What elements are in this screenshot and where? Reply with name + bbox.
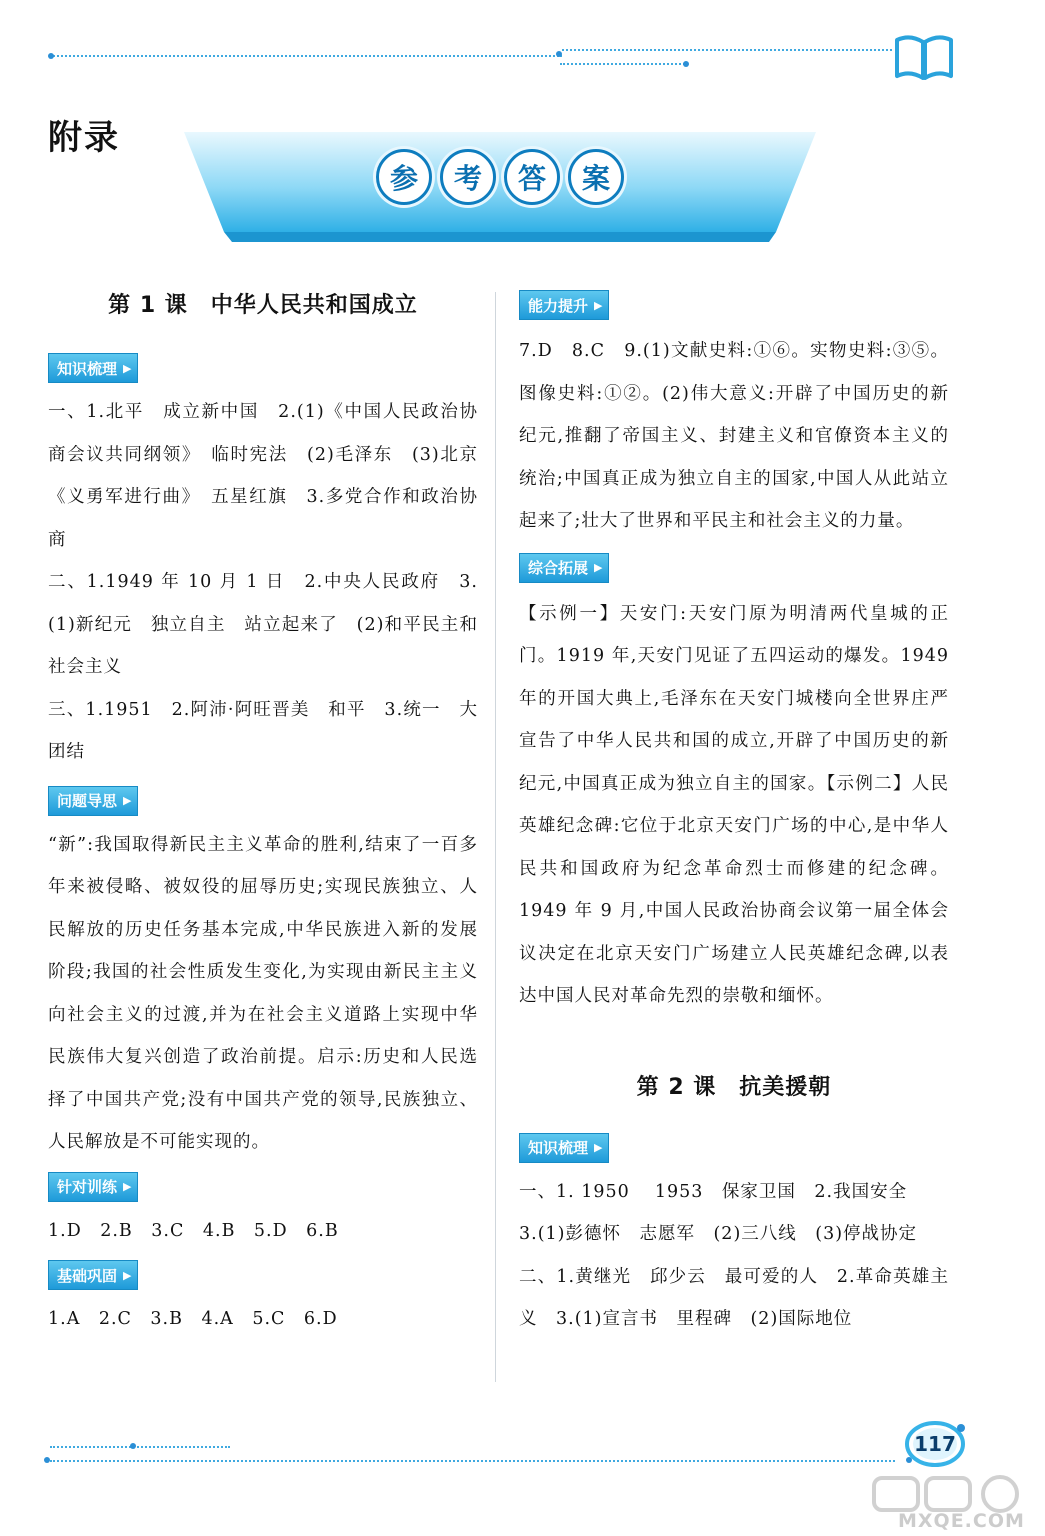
section-tag-label: 综合拓展 <box>528 559 589 577</box>
answer-text: 1.D 2.B 3.C 4.B 5.D 6.B <box>48 1220 339 1241</box>
triangle-right-icon: ▶ <box>594 561 603 574</box>
dot-icon <box>48 53 54 59</box>
appendix-label: 附录 <box>48 118 120 158</box>
answer-text: 【示例一】天安门:天安门原为明清两代皇城的正门。1919 年,天安门见证了五四运动的爆发。1949 年的开国大典上,毛泽东在天安门城楼向全世界庄严宣告了中华人民共和国的成立,开辟了中国历史的新纪元,中国真正成为独立自主的国家。【示例二】人民英雄纪念碑:它位于北京天安门广场的中心,是中华人民共和国政府为纪念革命烈士而修建的纪念碑。1949 年 9 月,中国人民政治协商会议第一届全体会议决定在北京天安门广场建立人民英雄纪念碑,以表达中国人民对革命先烈的崇敬和缅怀。 <box>519 603 949 1006</box>
triangle-right-icon: ▶ <box>123 794 132 807</box>
watermark <box>868 1474 1038 1532</box>
answer-text: 3.(1)彭德怀 志愿军 (2)三八线 (3)停战协定 <box>519 1224 918 1244</box>
banner-char: 答 <box>504 149 560 205</box>
top-dotted-line <box>50 55 562 57</box>
answer-text: 二、1.黄继光 邱少云 最可爱的人 2.革命英雄主义 3.(1)宣言书 里程碑 (2)国际地位 <box>519 1266 949 1329</box>
answer-text: 1.A 2.C 3.B 4.A 5.C 6.D <box>48 1309 338 1329</box>
dot-icon <box>556 51 562 57</box>
page-number-badge <box>904 1420 966 1468</box>
section-tag-label: 针对训练 <box>57 1178 118 1196</box>
answer-banner-title <box>184 130 816 242</box>
section-tag <box>48 1260 138 1290</box>
banner-char: 考 <box>440 149 496 205</box>
dot-icon <box>130 1443 136 1449</box>
triangle-right-icon: ▶ <box>594 1141 603 1154</box>
answer-text: 三、1.1951 2.阿沛·阿旺晋美 和平 3.统一 大团结 <box>48 699 478 762</box>
section-tag <box>519 553 609 583</box>
bottom-dotted-line <box>50 1446 230 1448</box>
section-tag-label: 问题导思 <box>57 792 118 810</box>
section-tag-label: 知识梳理 <box>57 359 118 378</box>
answer-text: 一、1.北平 成立新中国 2.(1)《中国人民政治协商会议共同纲领》 临时宪法 (2)毛泽东 (3)北京 《义勇军进行曲》 五星红旗 3.多党合作和政治协商 <box>48 402 497 550</box>
page-number: 117 <box>914 1432 956 1456</box>
section-tag <box>48 1172 138 1202</box>
top-dotted-line <box>560 63 685 65</box>
banner-char: 案 <box>568 149 624 205</box>
dot-icon <box>683 61 689 67</box>
watermark-url: MXQE.COM <box>898 1510 1025 1532</box>
answer-text: “新”:我国取得新民主主义革命的胜利,结束了一百多年来被侵略、被奴役的屈辱历史;实现民族独立、人民解放的历史任务基本完成,中华民族进入新的发展阶段;我国的社会性质发生变化,为实现由新民主主义向社会主义的过渡,并为在社会主义道路上实现中华民族伟大复兴创造了政治前提。启示:历史和人民选择了中国共产党;没有中国共产党的领导,民族独立、人民解放是不可能实现的。 <box>48 834 478 1152</box>
answer-text: 一、1. 1950 1953 保家卫国 2.我国安全 <box>519 1181 908 1202</box>
triangle-right-icon: ▶ <box>123 361 132 375</box>
answer-banner <box>184 130 816 242</box>
section-tag-label: 能力提升 <box>528 296 589 315</box>
dot-icon <box>44 1457 50 1463</box>
section-tag-label: 基础巩固 <box>57 1266 118 1285</box>
section-tag <box>48 353 138 383</box>
answer-text: 二、1.1949 年 10 月 1 日 2.中央人民政府 3.(1)新纪元 独立自主 站立起来了 (2)和平民主和社会主义 <box>48 572 478 677</box>
banner-char: 参 <box>376 149 432 205</box>
section-tag-label: 知识梳理 <box>528 1139 589 1157</box>
section-tag <box>519 290 609 320</box>
answer-text: 7.D 8.C 9.(1)文献史料:①⑥。实物史料:③⑤。图像史料:①②。(2)伟大意义:开辟了中国历史的新纪元,推翻了帝国主义、封建主义和官僚资本主义的统治;中国真正成为独立自主的国家,中国人从此站立起来了;壮大了世界和平民主和社会主义的力量。 <box>519 341 949 531</box>
book-icon <box>893 32 955 82</box>
top-dotted-line <box>562 49 892 51</box>
left-column <box>48 280 497 1341</box>
right-column <box>519 290 949 1341</box>
lesson-1-title: 第 1 课 中华人民共和国成立 <box>108 293 418 318</box>
lesson-2-title: 第 2 课 抗美援朝 <box>636 1074 832 1100</box>
section-tag <box>48 786 138 816</box>
watermark-logo-icon <box>868 1474 1038 1514</box>
triangle-right-icon: ▶ <box>123 1268 132 1282</box>
triangle-right-icon: ▶ <box>594 298 603 312</box>
bottom-dotted-line <box>50 1460 895 1462</box>
triangle-right-icon: ▶ <box>123 1180 132 1193</box>
section-tag <box>519 1133 609 1163</box>
